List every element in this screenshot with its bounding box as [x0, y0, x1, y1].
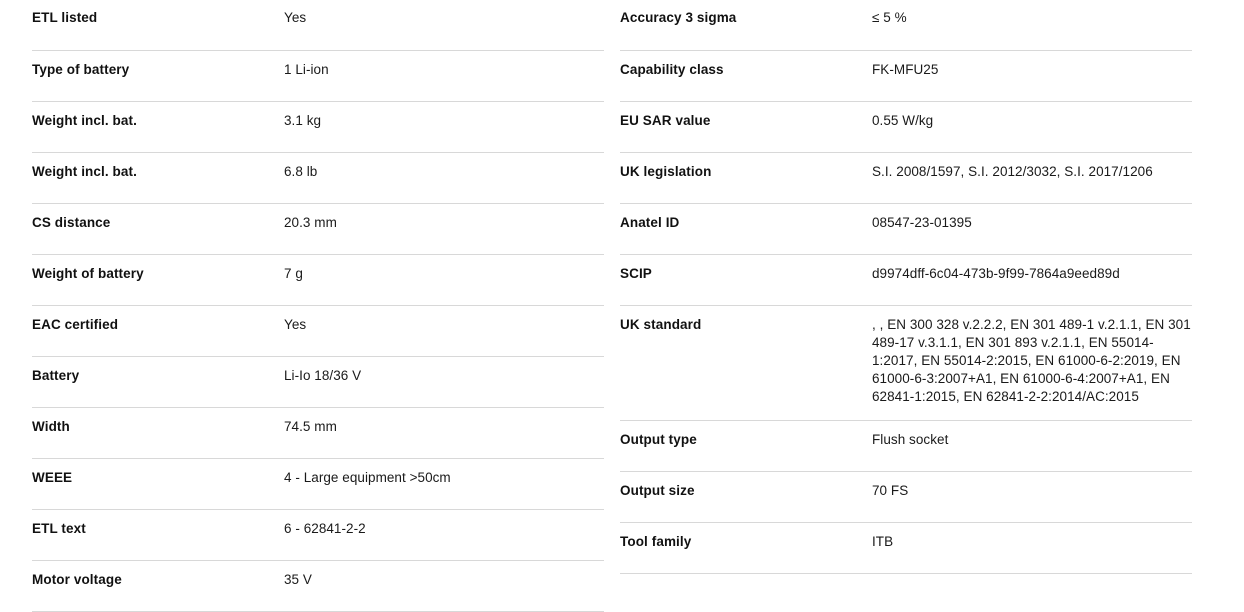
spec-value: ITB	[872, 534, 894, 549]
spec-label: Tool family	[620, 534, 692, 549]
spec-row	[620, 306, 1192, 421]
spec-row	[620, 0, 1192, 51]
spec-row	[620, 421, 1192, 472]
spec-label: Motor voltage	[32, 572, 122, 587]
spec-label: Width	[32, 419, 70, 434]
spec-row	[32, 510, 604, 561]
spec-value: 1 Li-ion	[284, 62, 329, 77]
spec-label: UK standard	[620, 317, 702, 332]
spec-row	[32, 408, 604, 459]
spec-row	[620, 472, 1192, 523]
spec-row	[32, 153, 604, 204]
spec-label: Weight incl. bat.	[32, 164, 137, 179]
spec-row	[32, 357, 604, 408]
spec-value: 20.3 mm	[284, 215, 337, 230]
spec-value: 08547-23-01395	[872, 215, 972, 230]
spec-value: S.I. 2008/1597, S.I. 2012/3032, S.I. 2017/1206	[872, 164, 1153, 179]
spec-value: 7 g	[284, 266, 303, 281]
spec-label: Capability class	[620, 62, 724, 77]
spec-label: WEEE	[32, 470, 73, 485]
spec-value: Flush socket	[872, 432, 949, 447]
spec-row	[32, 459, 604, 510]
spec-label: CS distance	[32, 215, 111, 230]
spec-value: FK-MFU25	[872, 62, 939, 77]
spec-value: 35 V	[284, 572, 312, 587]
spec-value: 6 - 62841-2-2	[284, 521, 366, 536]
spec-value: d9974dff-6c04-473b-9f99-7864a9eed89d	[872, 266, 1120, 281]
spec-row	[32, 306, 604, 357]
spec-label: Accuracy 3 sigma	[620, 10, 737, 25]
spec-value: 0.55 W/kg	[872, 113, 934, 128]
spec-value: Yes	[284, 317, 307, 332]
spec-label: Output type	[620, 432, 697, 447]
spec-row	[620, 102, 1192, 153]
spec-row	[620, 51, 1192, 102]
spec-row	[620, 255, 1192, 306]
spec-row	[32, 0, 604, 51]
spec-row	[32, 102, 604, 153]
spec-value: ≤ 5 %	[872, 10, 907, 25]
spec-row	[32, 255, 604, 306]
spec-row	[620, 523, 1192, 574]
spec-label: Anatel ID	[620, 215, 680, 230]
spec-value: Li-Io 18/36 V	[284, 368, 362, 383]
spec-label: Weight incl. bat.	[32, 113, 137, 128]
spec-row	[32, 204, 604, 255]
spec-label: ETL text	[32, 521, 86, 536]
spec-value: Yes	[284, 10, 307, 25]
spec-label: UK legislation	[620, 164, 712, 179]
spec-label: ETL listed	[32, 10, 98, 25]
spec-column-right	[620, 0, 1192, 612]
spec-label: Weight of battery	[32, 266, 144, 281]
spec-value: 3.1 kg	[284, 113, 322, 128]
spec-row	[620, 153, 1192, 204]
spec-label: Battery	[32, 368, 80, 383]
spec-row	[620, 204, 1192, 255]
spec-label: Output size	[620, 483, 695, 498]
spec-label: SCIP	[620, 266, 652, 281]
spec-label: EAC certified	[32, 317, 119, 332]
spec-label: Type of battery	[32, 62, 130, 77]
spec-value: 4 - Large equipment >50cm	[284, 470, 451, 485]
spec-label: EU SAR value	[620, 113, 711, 128]
spec-value: 74.5 mm	[284, 419, 337, 434]
spec-row	[32, 51, 604, 102]
spec-row	[32, 561, 604, 612]
spec-column-left	[32, 0, 604, 612]
spec-value: 6.8 lb	[284, 164, 318, 179]
spec-value: , , EN 300 328 v.2.2.2, EN 301 489-1 v.2.1.1, EN 301 489-17 v.3.1.1, EN 301 893 v.2.1.1, EN 55014-1:2017, EN 55014-2:2015, EN 61000-6-2:2019, EN 61000-6-3:2007+A1, EN 61000-6-4:2007+A1, EN 62841-1:2015, EN 62841-2-2:2014/AC:2015	[872, 317, 1191, 404]
spec-value: 70 FS	[872, 483, 909, 498]
